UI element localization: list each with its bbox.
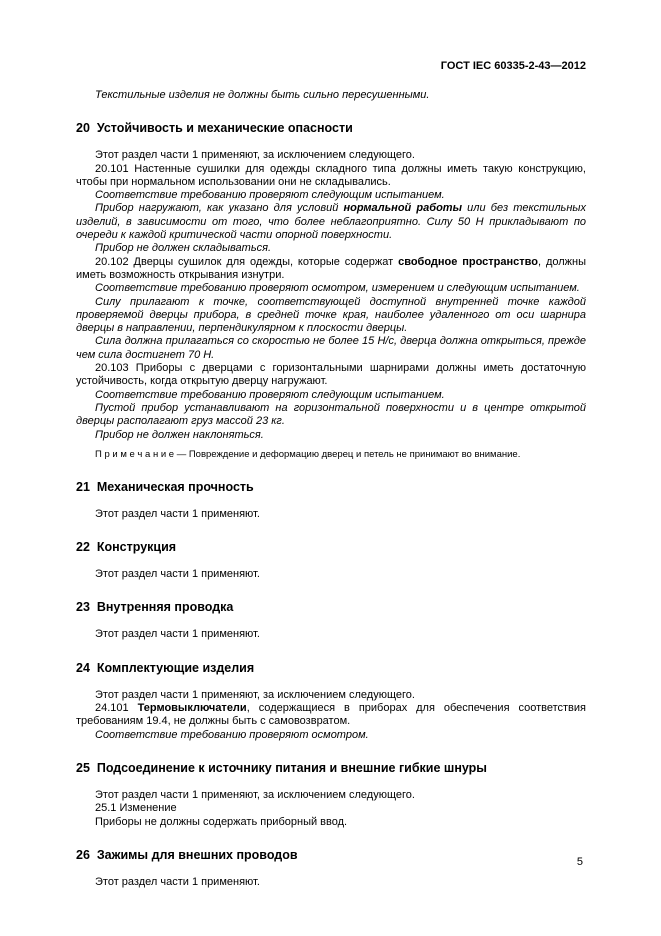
paragraph: Этот раздел части 1 применяют. <box>95 628 260 641</box>
document-body <box>76 89 586 889</box>
doc-number: ГОСТ IEC 60335-2-43—2012 <box>440 60 586 72</box>
section-heading: 22 Конструкция <box>76 540 177 555</box>
paragraph: Этот раздел части 1 применяют, за исключением следующего. <box>95 688 415 701</box>
paragraph: Соответствие требованию проверяют осмотром. <box>95 728 369 741</box>
paragraph: Этот раздел части 1 применяют. <box>95 507 260 520</box>
paragraph: Текстильные изделия не должны быть сильно пересушенными. <box>95 89 430 101</box>
paragraph: Сила должна прилагаться со скоростью не более 15 Н/с, дверца должна открыться, прежде чем сила достигнет 70 Н. <box>76 335 586 361</box>
section-heading: 20 Устойчивость и механические опасности <box>76 121 353 136</box>
section-heading: 24 Комплектующие изделия <box>76 660 255 675</box>
paragraph: Прибор не должен складываться. <box>95 242 272 255</box>
paragraph: Прибор нагружают, как указано для условий нормальной работы или без текстильных изделий, в зависимости от того, что более неблагоприятно. Силу 50 Н прикладывают по очереди к каждой критической части опорной поверхности. <box>76 202 586 242</box>
paragraph: Этот раздел части 1 применяют, за исключением следующего. <box>95 149 415 162</box>
paragraph: 20.103 Приборы с дверцами с горизонтальными шарнирами должны иметь достаточную устойчивость, когда открытую дверцу нагружают. <box>76 362 586 388</box>
paragraph: Этот раздел части 1 применяют, за исключением следующего. <box>95 788 415 801</box>
paragraph: 25.1 Изменение <box>95 802 177 815</box>
paragraph: Прибор не должен наклоняться. <box>95 428 264 441</box>
document-header <box>76 60 586 73</box>
paragraph: Этот раздел части 1 применяют. <box>95 568 260 581</box>
paragraph: 20.102 Дверцы сушилок для одежды, которые содержат свободное пространство, должны иметь возможность открывания изнутри. <box>76 255 587 281</box>
section-heading: 21 Механическая прочность <box>76 479 254 494</box>
paragraph: Пустой прибор устанавливают на горизонтальной поверхности и в центре открытой дверцы располагают груз массой 23 кг. <box>76 401 586 428</box>
paragraph: Силу прилагают к точке, соответствующей доступной внутренней точке каждой проверяемой дверцы прибора, в средней точке края, наиболее удаленного от оси шарнира дверцы в направлении, перпендикулярном к плоскости дверцы. <box>76 295 586 335</box>
paragraph: Приборы не должны содержать приборный ввод. <box>95 815 348 828</box>
paragraph: Соответствие требованию проверяют следующим испытанием. <box>95 189 445 202</box>
paragraph: 20.101 Настенные сушилки для одежды складного типа должны иметь такую конструкцию, чтобы при нормальном использовании они не складывались. <box>76 162 586 188</box>
paragraph: Этот раздел части 1 применяют. <box>95 875 260 888</box>
section-heading: 26 Зажимы для внешних проводов <box>76 847 298 862</box>
page-number: 5 <box>576 856 583 868</box>
paragraph: Соответствие требованию проверяют следующим испытанием. <box>95 388 445 401</box>
note-text: П р и м е ч а н и е — Повреждение и деформацию дверец и петель не принимают во внимание. <box>95 448 521 460</box>
paragraph: Соответствие требованию проверяют осмотром, измерением и следующим испытанием. <box>95 282 580 295</box>
section-heading: 23 Внутренняя проводка <box>76 600 234 615</box>
paragraph: 24.101 Термовыключатели, содержащиеся в приборах для обеспечения соответствия требованиям 19.4, не должны быть с самовозвратом. <box>76 702 586 728</box>
section-heading: 25 Подсоединение к источнику питания и внешние гибкие шнуры <box>76 760 487 775</box>
